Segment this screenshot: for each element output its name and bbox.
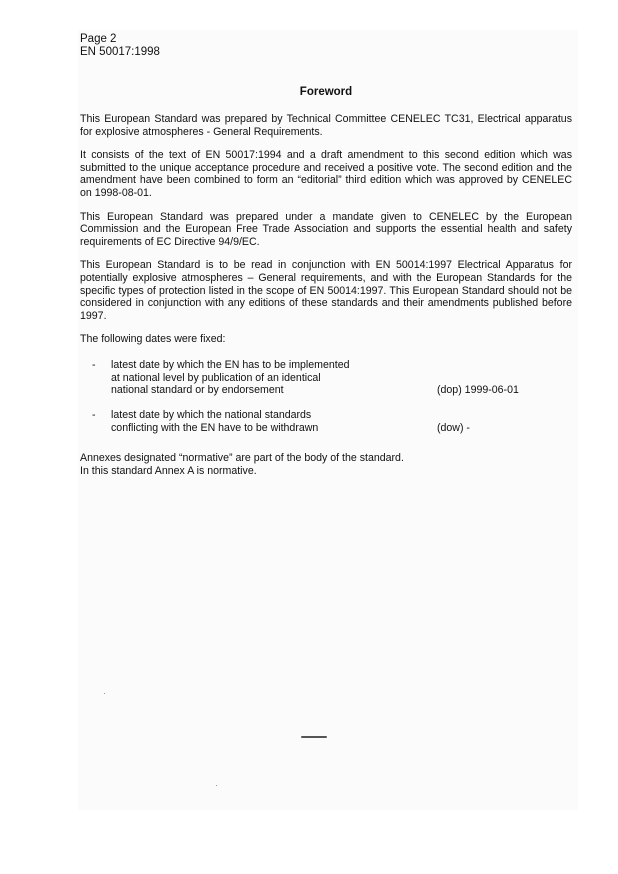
date-line: national standard or by endorsement bbox=[111, 384, 284, 397]
scan-speck bbox=[216, 785, 217, 786]
paragraph-2: It consists of the text of EN 50017:1994 and a draft amendment to this second edition which was submitted to the unique acceptance procedure and received a positive vote. The second edition and the amendment have been combined to form an “editorial” third edition which was approved by CENELEC on 1998-08-01. bbox=[80, 149, 572, 199]
list-dash: - bbox=[92, 408, 96, 421]
date-item-dow bbox=[80, 409, 572, 449]
date-description bbox=[111, 409, 391, 434]
page-number: Page 2 bbox=[80, 33, 117, 45]
date-line: latest date by which the EN has to be implemented bbox=[111, 358, 350, 371]
standard-number: EN 50017:1998 bbox=[80, 46, 160, 58]
scan-mark bbox=[301, 736, 327, 738]
date-value-dop: (dop) 1999-06-01 bbox=[437, 383, 519, 396]
paragraph-4: This European Standard is to be read in conjunction with EN 50014:1997 Electrical Apparatus for potentially explosive atmospheres – General requirements, and with the European Standards for the specific types of protection listed in the scope of EN 50014:1997. This European Standard should not be considered in conjunction with any editions of these standards and their amendments published before 1997. bbox=[80, 259, 572, 322]
paragraph-3: This European Standard was prepared under a mandate given to CENELEC by the European Commission and the European Free Trade Association and supports the essential health and safety requirements of EC Directive 94/9/EC. bbox=[80, 210, 572, 248]
annex-line-2: In this standard Annex A is normative. bbox=[80, 464, 257, 477]
paragraph-1: This European Standard was prepared by Technical Committee CENELEC TC31, Electrical apparatus for explosive atmospheres - General Requirements. bbox=[80, 113, 572, 138]
foreword-title: Foreword bbox=[299, 86, 353, 98]
annex-note bbox=[80, 452, 572, 477]
date-description bbox=[111, 359, 391, 397]
dates-intro: The following dates were fixed: bbox=[80, 333, 226, 346]
list-dash: - bbox=[92, 358, 96, 371]
date-value-dow: (dow) - bbox=[437, 421, 470, 434]
annex-line-1: Annexes designated “normative” are part of the body of the standard. bbox=[80, 451, 404, 464]
date-line: conflicting with the EN have to be withdrawn bbox=[111, 421, 319, 434]
page-header bbox=[80, 33, 160, 59]
date-line: at national level by publication of an identical bbox=[111, 371, 321, 384]
date-line: latest date by which the national standards bbox=[111, 408, 312, 421]
scan-speck bbox=[104, 693, 105, 694]
foreword-body bbox=[80, 113, 572, 477]
date-item-dop bbox=[80, 359, 572, 409]
